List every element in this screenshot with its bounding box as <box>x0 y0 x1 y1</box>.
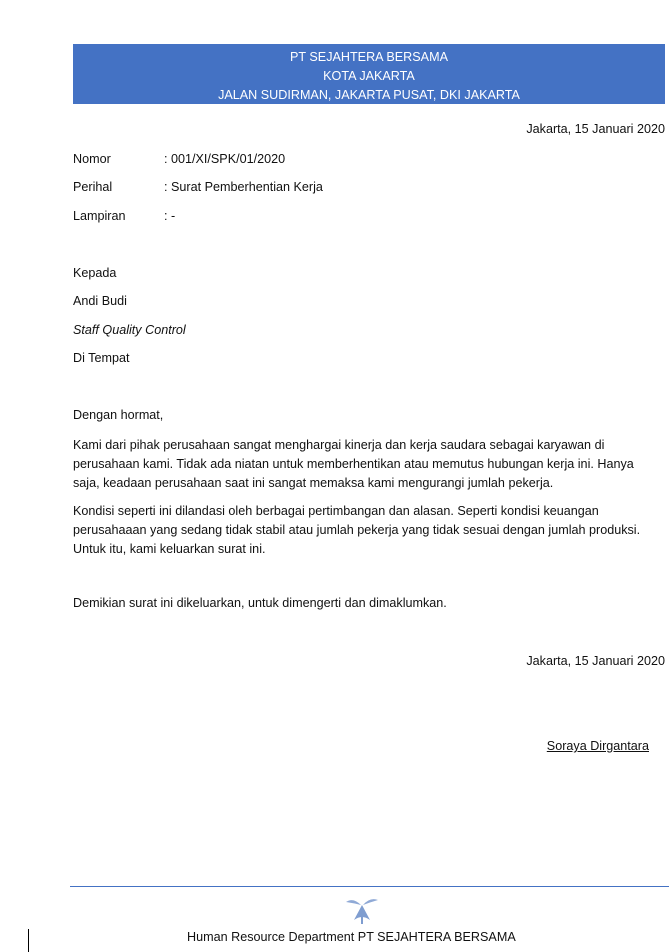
company-logo-icon <box>344 896 380 929</box>
company-name: PT SEJAHTERA BERSAMA <box>290 50 448 64</box>
recipient-position: Staff Quality Control <box>73 323 186 337</box>
meta-label-perihal: Perihal <box>73 180 113 194</box>
paragraph-2 <box>73 502 640 559</box>
greeting: Dengan hormat, <box>73 408 164 422</box>
paragraph-line: perusahaaan yang sedang tidak stabil atau jumlah pekerja yang tidak sesuai dengan jumlah produksi. <box>73 523 641 537</box>
meta-value-nomor: : 001/XI/SPK/01/2020 <box>164 152 286 166</box>
meta-value-perihal: : Surat Pemberhentian Kerja <box>164 180 323 194</box>
paragraph-line: Kondisi seperti ini dilandasi oleh berbagai pertimbangan dan alasan. Seperti kondisi keuangan <box>73 504 599 518</box>
date-bottom: Jakarta, 15 Januari 2020 <box>526 654 665 668</box>
date-top: Jakarta, 15 Januari 2020 <box>526 122 665 136</box>
paragraph-line: Untuk itu, kami keluarkan surat ini. <box>73 542 266 556</box>
recipient-name: Andi Budi <box>73 294 127 308</box>
paragraph-line: Kami dari pihak perusahaan sangat menghargai kinerja dan kerja saudara sebagai karyawan di <box>73 438 605 452</box>
recipient-to: Kepada <box>73 266 117 280</box>
letterhead <box>73 44 665 104</box>
paragraph-1 <box>73 436 634 493</box>
company-address: JALAN SUDIRMAN, JAKARTA PUSAT, DKI JAKARTA <box>218 88 520 102</box>
text-cursor <box>28 929 29 952</box>
meta-label-nomor: Nomor <box>73 152 111 166</box>
paragraph-line: perusahaan kami. Tidak ada niatan untuk memberhentikan atau memutus hubungan kerja ini. Hanya <box>73 457 634 471</box>
meta-value-lampiran: : - <box>164 209 176 223</box>
meta-label-lampiran: Lampiran <box>73 209 126 223</box>
company-city: KOTA JAKARTA <box>323 69 415 83</box>
footer-divider <box>70 886 669 887</box>
footer-text: Human Resource Department PT SEJAHTERA BERSAMA <box>187 930 516 944</box>
signatory-name: Soraya Dirgantara <box>546 739 649 753</box>
closing: Demikian surat ini dikeluarkan, untuk dimengerti dan dimaklumkan. <box>73 596 447 610</box>
paragraph-line: saja, keadaan perusahaan saat ini sangat memaksa kami mengurangi jumlah pekerja. <box>73 476 554 490</box>
recipient-place: Di Tempat <box>73 351 130 365</box>
